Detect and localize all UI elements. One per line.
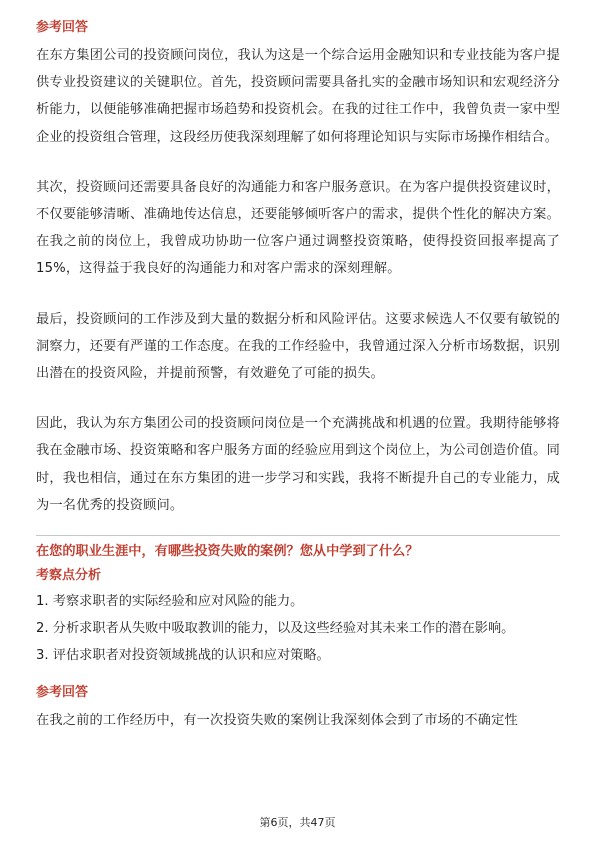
- answer-paragraph-4: 因此，我认为东方集团公司的投资顾问岗位是一个充满挑战和机遇的位置。我期待能够将我在金融市场、投资策略和客户服务方面的经验应用到这个岗位上，为公司创造价值。同时，我也相信，通过在东方集团的进一步学习和实践，我将不断提升自己的专业能力，成为一名优秀的投资顾问。: [36, 416, 560, 513]
- document-page: [36, 18, 560, 734]
- answer-paragraph-start: 在我之前的工作经历中，有一次投资失败的案例让我深刻体会到了市场的不确定性: [36, 713, 518, 729]
- paragraph-gap: [36, 151, 560, 174]
- answer-paragraph-2: 其次，投资顾问还需要具备良好的沟通能力和客户服务意识。在为客户提供投资建议时，不仅要能够清晰、准确地传达信息，还要能够倾听客户的需求，提供个性化的解决方案。在我之前的岗位上，我曾成功协助一位客户通过调整投资策略，使得投资回报率提高了15%，这得益于我良好的沟通能力和对客户需求的深刻理解。: [36, 179, 560, 277]
- interview-question: 在您的职业生涯中，有哪些投资失败的案例？您从中学到了什么？: [36, 544, 419, 560]
- page-number: 第6页，共47页: [259, 816, 336, 829]
- answer-paragraph-3: 最后，投资顾问的工作涉及到大量的数据分析和风险评估。这要求候选人不仅要有敏锐的洞察力，还要有严谨的工作态度。在我的工作经验中，我曾通过深入分析市场数据，识别出潜在的投资风险，并提前预警，有效避免了可能的损失。: [36, 311, 560, 382]
- analysis-heading: 考察点分析: [36, 568, 102, 584]
- section-divider: [36, 535, 560, 536]
- analysis-item-2: 2. 分析求职者从失败中吸取教训的能力，以及这些经验对其未来工作的潜在影响。: [36, 621, 515, 637]
- analysis-item-3: 3. 评估求职者对投资领域挑战的认识和应对策略。: [36, 648, 330, 664]
- reference-answer-heading-2: 参考回答: [36, 685, 89, 701]
- paragraph-gap: [36, 283, 560, 306]
- analysis-item-1: 1. 考察求职者的实际经验和应对风险的能力。: [36, 594, 304, 610]
- answer-paragraph-1: 在东方集团公司的投资顾问岗位，我认为这是一个综合运用金融知识和专业技能为客户提供专业投资建议的关键职位。首先，投资顾问需要具备扎实的金融市场知识和宏观经济分析能力，以便能够准确把握市场趋势和投资机会。在我的过往工作中，我曾负责一家中型企业的投资组合管理，这段经历使我深刻理解了如何将理论知识与实际市场操作相结合。: [36, 48, 560, 145]
- paragraph-gap: [36, 387, 560, 410]
- reference-answer-heading: 参考回答: [36, 20, 89, 35]
- analysis-list: [36, 588, 560, 669]
